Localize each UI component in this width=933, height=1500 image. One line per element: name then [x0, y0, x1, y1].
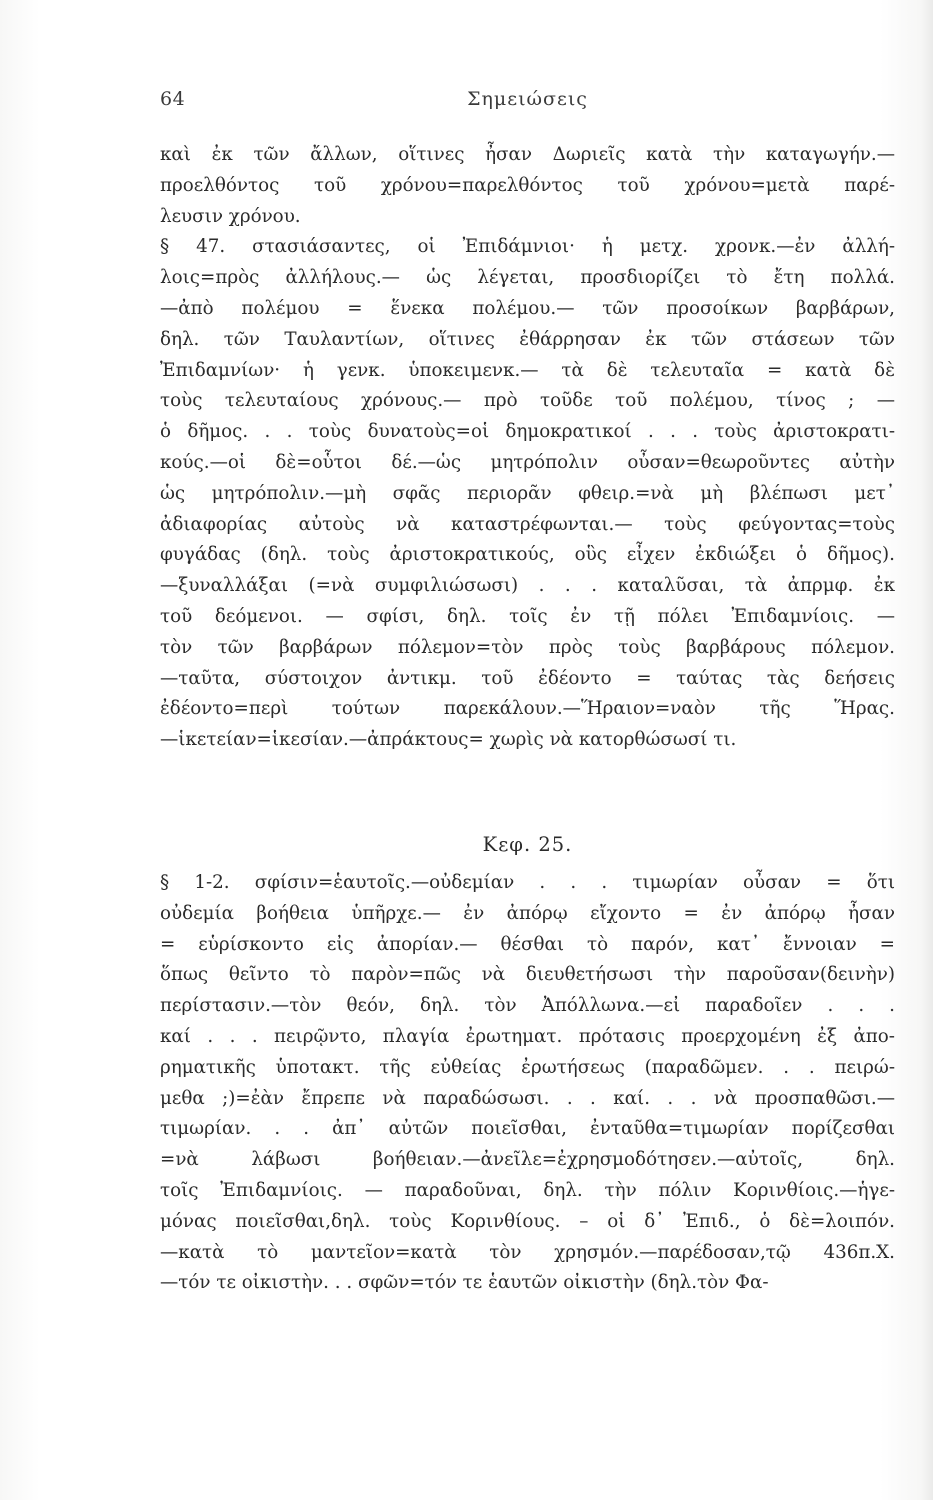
- page-edge-shadow: [921, 0, 933, 1500]
- notes-block-1: [160, 140, 895, 756]
- text-line: οὐδεμία βοήθεια ὑπῆρχε.— ἐν ἀπόρῳ εἴχοντο = ἐν ἀπόρῳ ἦσαν: [160, 902, 895, 924]
- chapter-heading: Κεφ. 25.: [482, 833, 573, 856]
- text-line: περίστασιν.—τὸν θεόν, δηλ. τὸν Ἀπόλλωνα.—εἰ παραδοῖεν . . .: [160, 995, 895, 1017]
- text-line: —κατὰ τὸ μαντεῖον=κατὰ τὸν χρησμόν.—παρέδοσαν,τῷ 436π.Χ.: [160, 1241, 895, 1263]
- text-line: μεθα ;)=ἐὰν ἔπρεπε νὰ παραδώσωσι. . . καί. . . νὰ προσπαθῶσι.—: [160, 1087, 895, 1109]
- page-number: 64: [160, 88, 186, 110]
- text-line: τὸν τῶν βαρβάρων πόλεμον=τὸν πρὸς τοὺς βαρβάρους πόλεμον.: [160, 636, 895, 658]
- text-line: § 47. στασιάσαντες, οἱ Ἐπιδάμνιοι· ἡ μετχ. χρονκ.—ἐν ἀλλή-: [160, 236, 895, 258]
- text-line: ὡς μητρόπολιν.—μὴ σφᾶς περιορᾶν φθειρ.=νὰ μὴ βλέπωσι μετ᾿: [160, 482, 895, 504]
- text-line: =νὰ λάβωσι βοήθειαν.—ἀνεῖλε=ἐχρησμοδότησεν.—αὐτοῖς, δηλ.: [160, 1149, 895, 1171]
- text-line: —ἀπὸ πολέμου = ἕνεκα πολέμου.— τῶν προσοίκων βαρβάρων,: [160, 297, 895, 319]
- text-line: προελθόντος τοῦ χρόνου=παρελθόντος τοῦ χρόνου=μετὰ παρέ-: [160, 174, 895, 196]
- text-line: —ξυναλλάξαι (=νὰ συμφιλιώσωσι) . . . καταλῦσαι, τὰ ἀπρμφ. ἐκ: [160, 575, 895, 597]
- text-line: δηλ. τῶν Ταυλαντίων, οἵτινες ἐθάρρησαν ἐκ τῶν στάσεων τῶν: [160, 328, 895, 350]
- text-line: = εὑρίσκοντο εἰς ἀπορίαν.— θέσθαι τὸ παρόν, κατ᾿ ἔννοιαν =: [160, 933, 895, 955]
- text-line: κούς.—οἱ δὲ=οὗτοι δέ.—ὡς μητρόπολιν οὖσαν=θεωροῦντες αὐτὴν: [160, 451, 895, 473]
- text-line: Ἐπιδαμνίων· ἡ γενκ. ὑποκειμενκ.— τὰ δὲ τελευταῖα = κατὰ δὲ: [160, 359, 895, 381]
- text-line: —ταῦτα, σύστοιχον ἀντικμ. τοῦ ἐδέοντο = ταύτας τὰς δεήσεις: [160, 667, 895, 689]
- text-line: καί . . . πειρῷντο, πλαγία ἐρωτηματ. πρότασις προερχομένη ἐξ ἀπο-: [160, 1025, 895, 1047]
- text-line: ἐδέοντο=περὶ τούτων παρεκάλουν.—Ἥραιον=ναὸν τῆς Ἥρας.: [160, 698, 895, 720]
- text-line: —ἱκετείαν=ἱκεσίαν.—ἀπράκτους= χωρὶς νὰ κατορθώσωσί τι.: [160, 729, 737, 751]
- text-line: φυγάδας (δηλ. τοὺς ἀριστοκρατικούς, οὓς εἶχεν ἐκδιώξει ὁ δῆμος).: [160, 544, 895, 566]
- notes-block-2: [160, 868, 895, 1299]
- page-header: [160, 88, 895, 118]
- text-line: ἀδιαφορίας αὐτοὺς νὰ καταστρέφωνται.— τοὺς φεύγοντας=τοὺς: [160, 513, 895, 535]
- text-line: λευσιν χρόνου.: [160, 205, 301, 227]
- text-line: τιμωρίαν. . . ἀπ᾿ αὐτῶν ποιεῖσθαι, ἐνταῦθα=τιμωρίαν πορίζεσθαι: [160, 1118, 895, 1140]
- text-line: ρηματικῆς ὑποτακτ. τῆς εὐθείας ἐρωτήσεως (παραδῶμεν. . . πειρώ-: [160, 1056, 895, 1078]
- text-line: ὁ δῆμος. . . τοὺς δυνατοὺς=οἱ δημοκρατικοί . . . τοὺς ἀριστοκρατι-: [160, 421, 895, 443]
- text-line: τοὺς τελευταίους χρόνους.— πρὸ τοῦδε τοῦ πολέμου, τίνος ; —: [160, 390, 895, 412]
- text-line: ὅπως θεῖντο τὸ παρὸν=πῶς νὰ διευθετήσωσι τὴν παροῦσαν(δεινὴν): [160, 964, 895, 986]
- running-title: Σημειώσεις: [467, 88, 588, 110]
- text-line: τοῦ δεόμενοι. — σφίσι, δηλ. τοῖς ἐν τῇ πόλει Ἐπιδαμνίοις. —: [160, 605, 895, 627]
- text-line: —τόν τε οἰκιστὴν. . . σφῶν=τόν τε ἑαυτῶν οἰκιστὴν (δηλ.τὸν Φα-: [160, 1272, 769, 1294]
- text-line: § 1-2. σφίσιν=ἑαυτοῖς.—οὐδεμίαν . . . τιμωρίαν οὖσαν = ὅτι: [160, 872, 895, 893]
- text-line: τοῖς Ἐπιδαμνίοις. — παραδοῦναι, δηλ. τὴν πόλιν Κορινθίοις.—ἡγε-: [160, 1179, 895, 1201]
- text-line: μόνας ποιεῖσθαι,δηλ. τοὺς Κορινθίους. – οἱ δ᾿ Ἐπιδ., ὁ δὲ=λοιπόν.: [160, 1210, 895, 1232]
- text-line: καὶ ἐκ τῶν ἄλλων, οἵτινες ἦσαν Δωριεῖς κατὰ τὴν καταγωγήν.—: [160, 144, 895, 165]
- text-line: λοις=πρὸς ἀλλήλους.— ὡς λέγεται, προσδιορίζει τὸ ἔτη πολλά.: [160, 267, 895, 289]
